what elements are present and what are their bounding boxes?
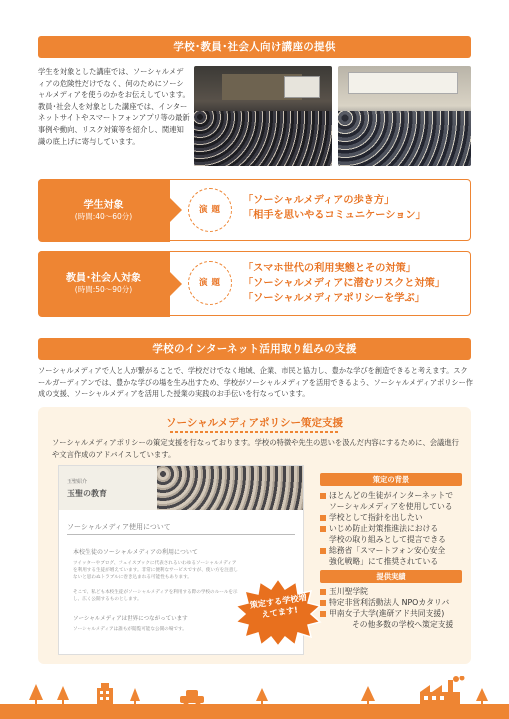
theme-item: 「ソーシャルメディアの歩き方」 [243,195,395,206]
page-paragraph: ツイッターやブログ、フェイスブックに代表されるいわゆるソーシャルメディアを利用する生徒が増えています。非常に便利なサービスですが、使い方を注意しないと思わぬトラブルに巻き込まれる可能性もあります。 [73,561,239,580]
factory-icon [420,676,465,705]
title-underline [170,431,339,433]
theme-list [243,193,426,223]
duration-label: (時間:50〜90分) [74,284,133,294]
classroom-photo [157,466,304,510]
audience-tab [38,251,170,317]
townscape-footer [0,676,509,719]
list-item: 総務省「スマートフォン安心安全 [320,545,470,556]
page-section-title: 本校生徒のソーシャルメディアの利用について [73,549,198,556]
list-item-continued: 強化戦略」にて推奨されている [329,557,439,566]
list-item: 学校として指針を出したい [320,512,470,523]
records-list [320,586,470,630]
policy-title: ソーシャルメディアポリシー策定支援 [166,417,343,429]
tree-icon [256,688,268,705]
divider [67,534,295,535]
lecture-hall-photo [194,66,332,166]
list-item: ほとんどの生徒がインターネットで [320,490,470,501]
background-list [320,490,470,567]
page-heading: 玉聖の教育 [67,489,107,498]
intro-text: 学生を対象とした講座では、ソーシャルメディアの危険性だけでなく、何のためにソーシャルメディアを使うのかをお伝えしています。教員･社会人を対象とした講座では、インターネットサイトやスマートフォンアプリ等の最新事例や動向、リスク対策等を紹介し、関連知識の底上げに寄与しています。 [38,67,190,146]
topic-teachers-adults [38,251,471,316]
page-subheading: ソーシャルメディア使用について [67,523,171,531]
tree-icon [57,686,69,705]
audience-label: 教員･社会人対象 [66,272,141,284]
theme-item: 「ソーシャルメディアに潜むリスクと対策」 [243,278,446,289]
tree-icon [130,688,140,705]
support-text: ソーシャルメディアで人と人が繋がることで、学校だけでなく地域、企業、市民と協力し、豊かな学びを創造できると考えます。スクールガーディアンでは、豊かな学びの場を生み出すため、学校がソーシャルメディアを活用できるよう、ソーシャルメディアポリシー作成の支援、ソーシャルメディアを活用した授業の実践のお手伝いを行なっています。 [38,366,473,398]
audience-label: 学生対象 [83,199,124,211]
tree-icon [29,684,43,705]
theme-item: 「スマホ世代の利用実態とその対策」 [243,263,416,274]
audience-tab [38,179,170,242]
page-breadcrumb: 玉聖紹介 [67,479,88,485]
list-item: 玉川聖学院 [320,586,470,597]
background-heading: 策定の背景 [320,473,462,486]
duration-label: (時間:40〜60分) [74,211,133,221]
list-item: いじめ防止対策推進法における [320,523,470,534]
starburst-text: 策定する学校増えてます! [249,592,308,620]
section-header-lectures: 学校･教員･社会人向け講座の提供 [38,36,471,58]
tree-icon [361,686,375,705]
tree-icon [476,688,488,705]
seminar-photo [338,66,471,166]
page-paragraph: そこで、私ども本校生徒がソーシャルメディアを利用する際の学校のルールを示し、広く公開するものとします。 [73,590,238,602]
section-header-support: 学校のインターネット活用取り組みの支援 [38,338,471,360]
list-item-continued: その他多数の学校へ策定支援 [352,620,454,629]
theme-item: 「相手を思いやるコミュニケーション」 [243,210,426,221]
theme-badge: 演題 [188,188,232,232]
building-icon [97,683,113,705]
page-section-title: ソーシャルメディアは世界につながっています [73,616,188,622]
theme-badge: 演題 [188,261,232,305]
records-heading: 提供実績 [320,570,462,583]
footer-band [0,704,509,719]
theme-item: 「ソーシャルメディアポリシーを学ぶ」 [243,293,425,304]
list-item-continued: 学校の取り組みとして提言できる [329,535,446,544]
list-item-continued: ソーシャルメディアを使用している [329,502,453,511]
policy-description: ソーシャルメディアポリシーの策定支援を行なっております。学校の特徴や先生の思いを汲んだ内容にするために、会議進行や文言作成のアドバイスしています。 [52,438,459,459]
policy-support-panel [38,407,471,664]
page-paragraph: ソーシャルメディアは誰もが閲覧可能な公開の場です。 [73,627,187,632]
list-item: 甲南女子大学(進研アド共同支援) [320,608,470,619]
list-item: 特定非営利活動法人 NPOカタリバ [320,597,470,608]
theme-list [243,261,445,306]
topic-students [38,179,471,241]
